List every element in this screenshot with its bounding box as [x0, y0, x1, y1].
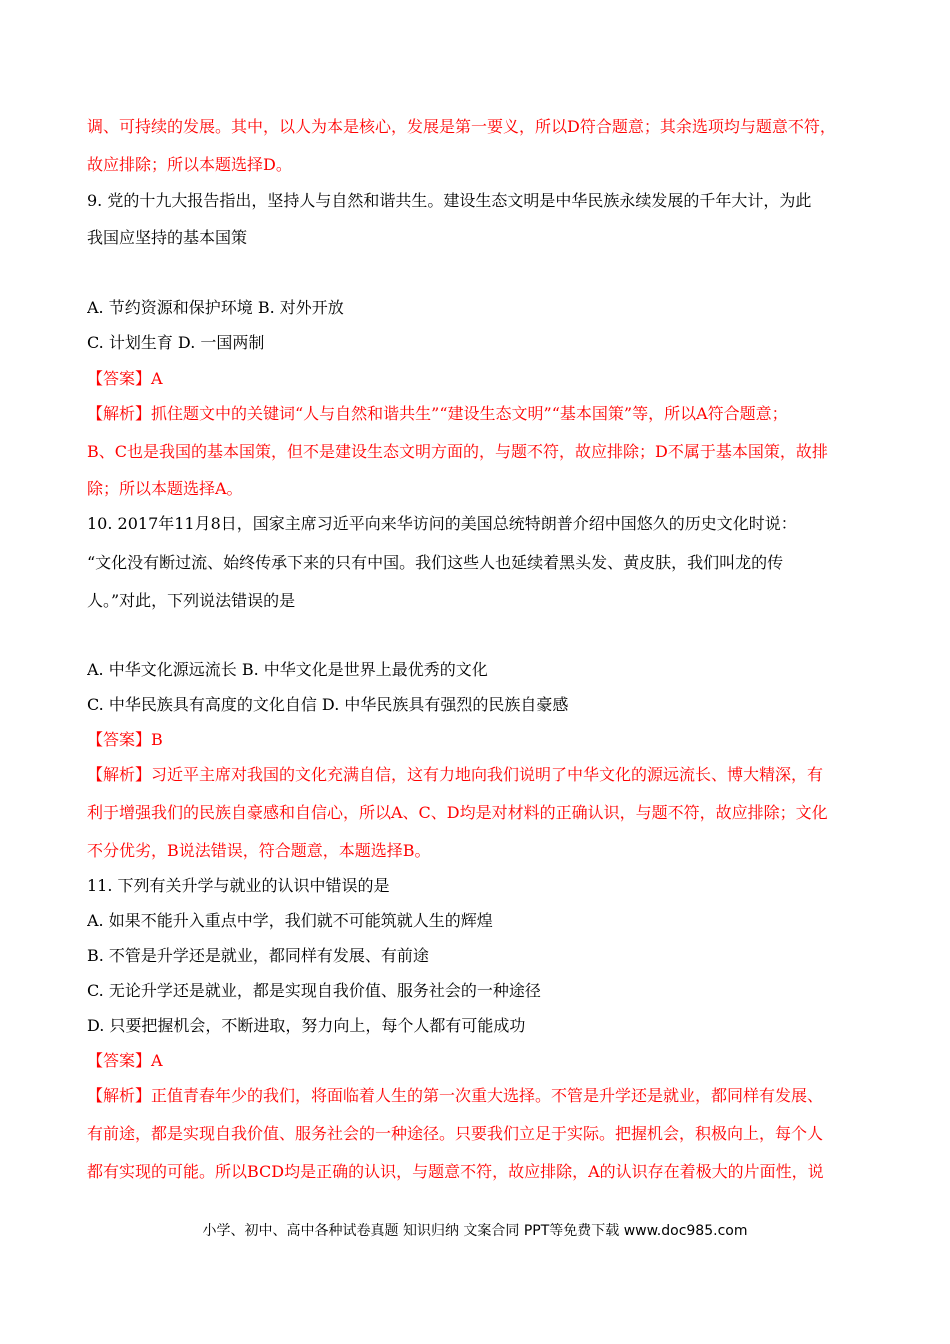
q10-answer: 【答案】B [87, 730, 163, 749]
q10-stem-line-3: 人。”对此，下列说法错误的是 [87, 591, 296, 610]
q10-stem-line-2: “文化没有断过流、始终传承下来的只有中国。我们这些人也延续着黑头发、黄皮肤，我们叫龙的传 [87, 553, 784, 572]
q10-analysis-line-1: 【解析】习近平主席对我国的文化充满自信，这有力地向我们说明了中华文化的源远流长、博大精深，有 [87, 765, 824, 784]
q10-analysis-line-2: 利于增强我们的民族自豪感和自信心，所以A、C、D均是对材料的正确认识，与题不符，故应排除；文化 [87, 803, 828, 822]
q10-stem-line-1: 10. 2017年11月8日，国家主席习近平向来华访问的美国总统特朗普介绍中国悠久的历史文化时说： [87, 514, 797, 533]
q9-answer: 【答案】A [87, 369, 163, 388]
q9-options-cd: C. 计划生育 D. 一国两制 [87, 333, 265, 352]
page-footer: 小学、初中、高中各种试卷真题 知识归纳 文案合同 PPT等免费下载 www.doc985.com [202, 1223, 748, 1239]
q11-option-a: A. 如果不能升入重点中学，我们就不可能筑就人生的辉煌 [87, 911, 493, 930]
q9-stem-line-1: 9. 党的十九大报告指出，坚持人与自然和谐共生。建设生态文明是中华民族永续发展的千年大计，为此 [87, 191, 812, 210]
q11-analysis-line-2: 有前途，都是实现自我价值、服务社会的一种途径。只要我们立足于实际。把握机会，积极向上，每个人 [87, 1124, 824, 1143]
q11-analysis-line-1: 【解析】正值青春年少的我们，将面临着人生的第一次重大选择。不管是升学还是就业，都同样有发展、 [87, 1086, 824, 1105]
q9-analysis-line-1: 【解析】抓住题文中的关键词“人与自然和谐共生”“建设生态文明”“基本国策”等，所以A符合题意； [87, 404, 788, 423]
q10-options-cd: C. 中华民族具有高度的文化自信 D. 中华民族具有强烈的民族自豪感 [87, 695, 569, 714]
q10-options-ab: A. 中华文化源远流长 B. 中华文化是世界上最优秀的文化 [87, 660, 488, 679]
q9-options-ab: A. 节约资源和保护环境 B. 对外开放 [87, 298, 344, 317]
q9-analysis-line-3: 除；所以本题选择A。 [87, 479, 243, 498]
q11-option-b: B. 不管是升学还是就业，都同样有发展、有前途 [87, 946, 429, 965]
q11-stem: 11. 下列有关升学与就业的认识中错误的是 [87, 876, 390, 895]
q11-option-c: C. 无论升学还是就业，都是实现自我价值、服务社会的一种途径 [87, 981, 541, 1000]
q11-option-d: D. 只要把握机会，不断进取，努力向上，每个人都有可能成功 [87, 1016, 526, 1035]
prev-analysis-line-1: 调、可持续的发展。其中，以人为本是核心，发展是第一要义，所以D符合题意；其余选项均与题意不符， [87, 117, 836, 136]
q11-analysis-line-3: 都有实现的可能。所以BCD均是正确的认识，与题意不符，故应排除，A的认识存在着极大的片面性，说 [87, 1162, 824, 1181]
q10-analysis-line-3: 不分优劣，B说法错误，符合题意，本题选择B。 [87, 841, 431, 860]
q9-analysis-line-2: B、C也是我国的基本国策，但不是建设生态文明方面的，与题不符，故应排除；D不属于基本国策，故排 [87, 442, 828, 461]
q9-stem-line-2: 我国应坚持的基本国策 [87, 228, 248, 247]
q11-answer: 【答案】A [87, 1051, 163, 1070]
prev-analysis-line-2: 故应排除；所以本题选择D。 [87, 155, 292, 174]
